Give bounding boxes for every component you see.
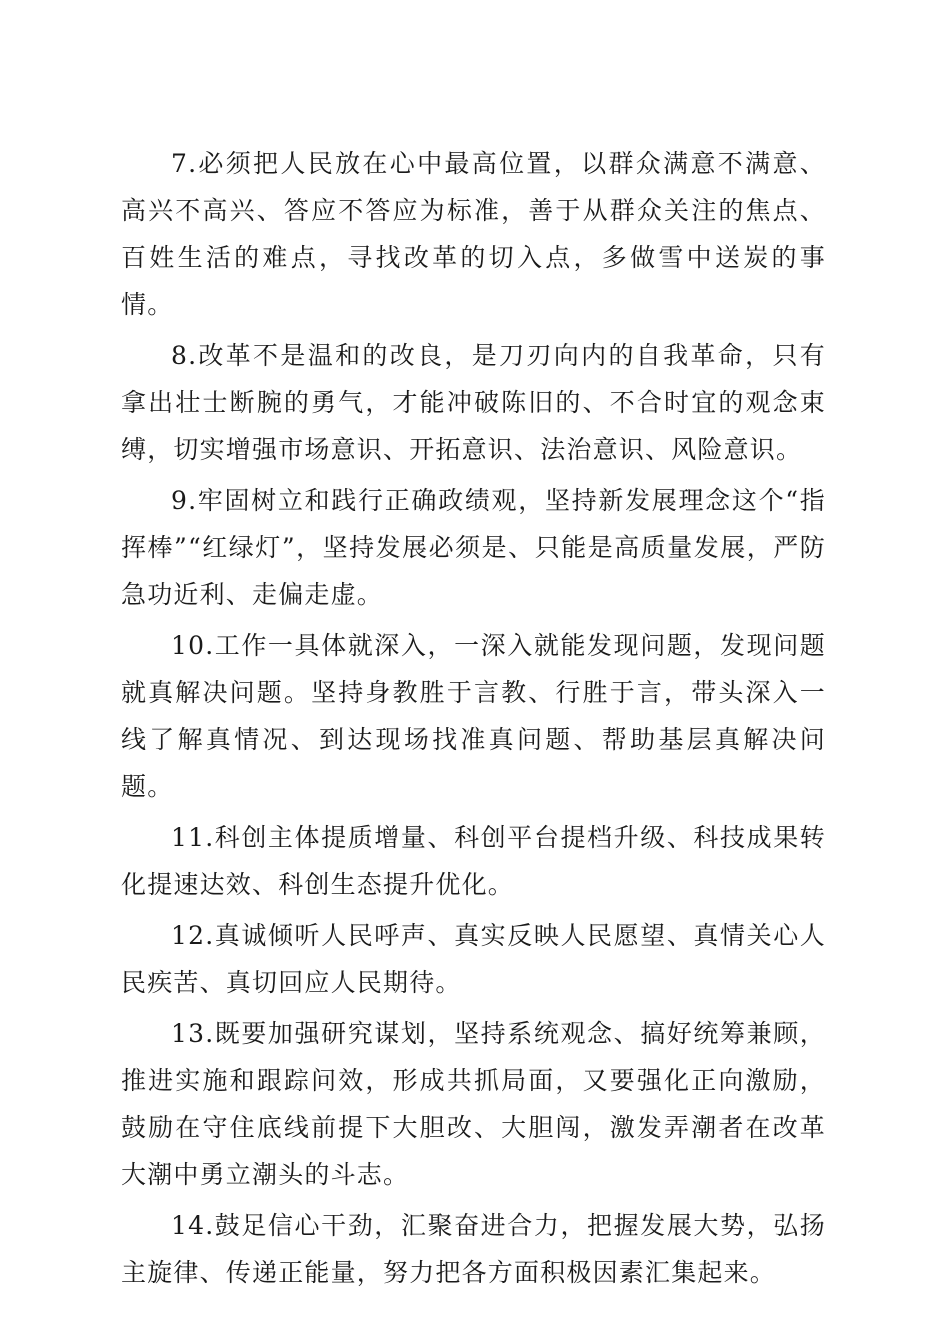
paragraph-10: 10.工作一具体就深入，一深入就能发现问题，发现问题就真解决问题。坚持身教胜于言教、行胜于言，带头深入一线了解真情况、到达现场找准真问题、帮助基层真解决问题。 (121, 631, 826, 801)
paragraph-7: 7.必须把人民放在心中最高位置，以群众满意不满意、高兴不高兴、答应不答应为标准，善于从群众关注的焦点、百姓生活的难点，寻找改革的切入点，多做雪中送炭的事情。 (121, 149, 826, 319)
paragraph-8: 8.改革不是温和的改良，是刀刃向内的自我革命，只有拿出壮士断腕的勇气，才能冲破陈旧的、不合时宜的观念束缚，切实增强市场意识、开拓意识、法治意识、风险意识。 (121, 341, 826, 464)
paragraph-9: 9.牢固树立和践行正确政绩观，坚持新发展理念这个“指挥棒”“红绿灯”，坚持发展必须是、只能是高质量发展，严防急功近利、走偏走虚。 (121, 486, 826, 609)
document-body (121, 140, 826, 1300)
paragraph-13: 13.既要加强研究谋划，坚持系统观念、搞好统筹兼顾，推进实施和跟踪问效，形成共抓局面，又要强化正向激励，鼓励在守住底线前提下大胆改、大胆闯，激发弄潮者在改革大潮中勇立潮头的斗志。 (121, 1019, 826, 1189)
paragraph-11: 11.科创主体提质增量、科创平台提档升级、科技成果转化提速达效、科创生态提升优化。 (121, 823, 826, 899)
paragraph-14: 14.鼓足信心干劲，汇聚奋进合力，把握发展大势，弘扬主旋律、传递正能量，努力把各方面积极因素汇集起来。 (121, 1211, 826, 1287)
paragraph-12: 12.真诚倾听人民呼声、真实反映人民愿望、真情关心人民疾苦、真切回应人民期待。 (121, 921, 826, 997)
